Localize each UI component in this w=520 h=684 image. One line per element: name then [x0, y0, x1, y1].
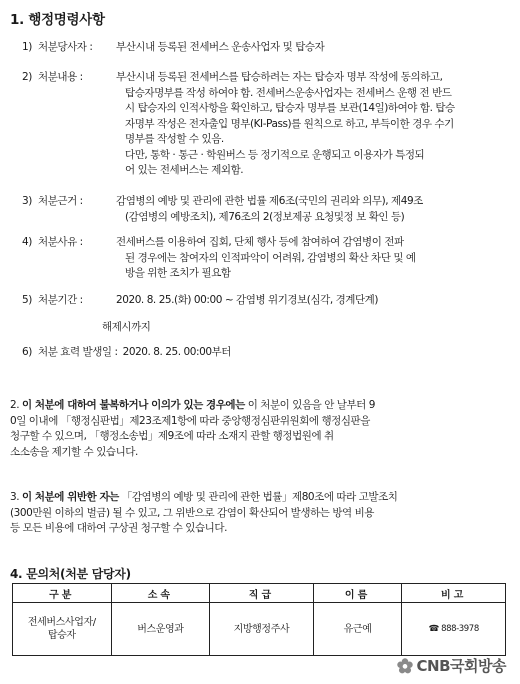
order-item — [22, 40, 510, 56]
order-item-num: 2) — [22, 71, 32, 83]
order-item-num: 5) — [22, 294, 32, 306]
section-2-rest: 이 처분이 있음을 안 날부터 9 — [244, 399, 375, 411]
table-header-row — [13, 584, 506, 603]
order-item-num: 1) — [22, 41, 32, 53]
section-2-num: 2. — [10, 399, 20, 411]
order-item-label: 처분내용 : — [38, 71, 83, 83]
order-item-text: 2020. 8. 25. 00:00부터 — [122, 346, 231, 358]
order-item-first-line — [22, 236, 404, 248]
phone-cell: ☎ 888-3978 — [402, 603, 506, 656]
order-item-first-line — [22, 41, 324, 53]
order-item-text: 2020. 8. 25.(화) 00:00 ~ 감염병 위기경보(심각, 경계단계) — [116, 294, 379, 306]
order-item-first-line — [22, 321, 150, 333]
section-3-first-line — [10, 490, 512, 506]
section-2-line: 소소송을 제기할 수 있습니다. — [10, 445, 138, 458]
order-item-text: 감염병의 예방 및 관리에 관한 법률 제6조(국민의 권리와 의무), 제49조 — [116, 195, 423, 207]
col-header: 구분 — [13, 584, 112, 603]
order-item-text: 방을 위한 조치가 필요함 — [125, 267, 231, 279]
section-2-appeal — [10, 398, 512, 460]
order-item-first-line — [22, 346, 231, 358]
order-item-num: 4) — [22, 236, 32, 248]
section-3-bold: 이 처분에 위반한 자는 — [22, 491, 119, 503]
order-item-label: 처분사유 : — [38, 236, 83, 248]
section-2-line: 0일 이내에 「행정심판법」제23조제1항에 따라 중앙행정심판위원회에 행정심판을 — [10, 414, 370, 427]
section-3-line: (300만원 이하의 벌금) 될 수 있고, 그 위반으로 감염이 확산되어 발생하는 방역 비용 — [10, 506, 375, 519]
contacts-title: 4. 문의처(처분 담당자) — [10, 567, 131, 581]
col-header: 비고 — [402, 584, 506, 603]
section-3-num: 3. — [10, 491, 20, 503]
contacts-table — [12, 583, 506, 656]
order-item-first-line — [22, 294, 378, 306]
order-item-first-line — [22, 71, 442, 83]
order-item-text: 어 있는 전세버스는 제외함. — [125, 164, 244, 176]
order-item-label: 처분근거 : — [38, 195, 83, 207]
order-item-first-line — [22, 195, 423, 207]
order-item-label: 처분당사자 : — [38, 41, 93, 53]
flower-logo-icon — [396, 657, 414, 675]
order-item-label: 처분 효력 발생일 : — [38, 346, 118, 358]
table-row — [13, 603, 506, 656]
section-2-bold: 이 처분에 대하여 불복하거나 이의가 있는 경우에는 — [22, 399, 245, 411]
order-item-num: 6) — [22, 346, 32, 358]
order-item-num: 3) — [22, 195, 32, 207]
order-item — [22, 293, 510, 309]
order-item — [22, 320, 510, 336]
order-item-text: 시 탑승자의 인적사항을 확인하고, 탑승자 명부를 보관(14일)하여야 함. 탑승 — [125, 102, 455, 114]
order-item-text: 해제시까지 — [102, 321, 151, 333]
table-cell: 지방행정주사 — [210, 603, 314, 656]
table-cell: 유근예 — [313, 603, 402, 656]
order-item-text: 부산시내 등록된 전세버스를 탑승하려는 자는 탑승자 명부 작성에 동의하고, — [116, 71, 443, 83]
col-header: 직급 — [210, 584, 314, 603]
section-3-penalty — [10, 490, 512, 537]
section-2-first-line — [10, 398, 512, 414]
table-cell: 전세버스사업자/ 탑승자 — [13, 603, 112, 656]
order-item — [22, 70, 510, 179]
col-header: 이름 — [313, 584, 402, 603]
order-item-text: 탑승자명부를 작성 하여야 함. 전세버스운송사업자는 전세버스 운행 전 반드 — [125, 86, 452, 99]
section-1-title: 1. 행정명령사항 — [10, 12, 105, 28]
order-item-text: 부산시내 등록된 전세버스 운송사업자 및 탑승자 — [116, 41, 325, 53]
broadcaster-watermark — [396, 655, 506, 676]
order-item-text: 된 경우에는 참여자의 인적파악이 어려워, 감염병의 확산 차단 및 예 — [125, 251, 416, 264]
col-header: 소속 — [111, 584, 210, 603]
order-item-text: 명부를 작성할 수 있음. — [125, 133, 224, 145]
order-item-text: (감염병의 예방조치), 제76조의 2(정보제공 요청및정 보 확인 등) — [125, 210, 405, 223]
order-item-text: 전세버스를 이용하여 집회, 단체 행사 등에 참여하여 감염병이 전파 — [116, 236, 404, 248]
order-item — [22, 194, 510, 225]
order-item — [22, 235, 510, 282]
section-3-rest: 「감염병의 예방 및 관리에 관한 법률」제80조에 따라 고발조치 — [118, 491, 398, 503]
order-item-text: 다만, 통학 · 통근 · 학원버스 등 정기적으로 운행되고 이용자가 특정되 — [125, 148, 425, 161]
order-item-label: 처분기간 : — [38, 294, 83, 306]
order-item — [22, 345, 510, 361]
section-2-line: 청구할 수 있으며, 「행정소송법」제9조에 따라 소재지 관할 행정법원에 취 — [10, 430, 334, 442]
watermark-text: CNB국회방송 — [416, 657, 506, 675]
section-3-line: 등 모든 비용에 대하여 구상권 청구할 수 있습니다. — [10, 522, 227, 534]
order-item-text: 자명부 작성은 전자출입 명부(KI-Pass)를 원칙으로 하고, 부득이한 경우 수기 — [125, 117, 454, 130]
table-cell: 버스운영과 — [111, 603, 210, 656]
